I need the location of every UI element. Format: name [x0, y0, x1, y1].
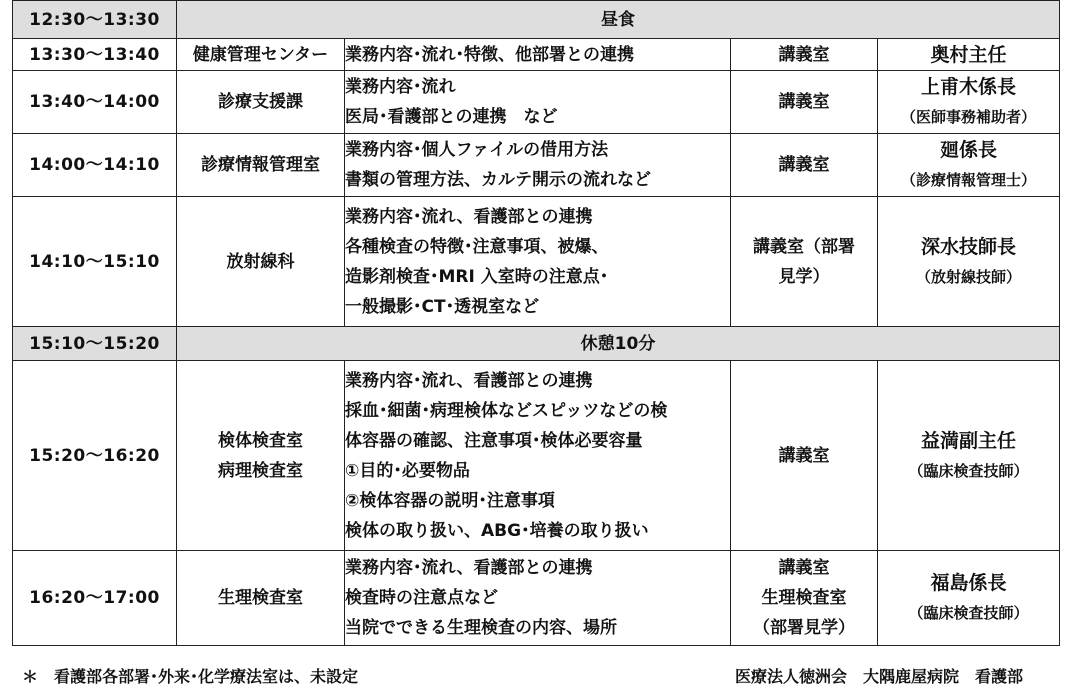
- department-cell: [177, 361, 345, 551]
- content-line: 業務内容･流れ、看護部との連携: [345, 370, 593, 391]
- content-line: 検査時の注意点など: [345, 588, 498, 608]
- lecturer-cell: [878, 551, 1060, 646]
- footer-organization: 医療法人徳洲会 大隅鹿屋病院 看護部: [734, 667, 1023, 686]
- room-line: （部署見学）: [753, 618, 855, 638]
- content-line: 書類の管理方法、カルテ開示の流れなど: [345, 170, 651, 190]
- lecturer-name: 益満副主任: [920, 429, 1016, 452]
- room-line: 生理検査室: [761, 588, 847, 608]
- content-line: 医局･看護部との連携 など: [345, 107, 558, 127]
- time-cell: 14:10〜15:10: [13, 197, 177, 327]
- content-cell: [345, 39, 731, 71]
- content-line: 業務内容･流れ･特徴、他部署との連携: [345, 44, 634, 65]
- department-line: 放射線科: [226, 251, 295, 272]
- lecturer-name: 上甫木係長: [920, 76, 1016, 98]
- content-line: ②検体容器の説明･注意事項: [345, 490, 555, 511]
- room-line: 講義室（部署: [753, 236, 855, 257]
- department-cell: [177, 551, 345, 646]
- table-row: [13, 551, 1060, 646]
- lecturer-role: （放射線技師）: [915, 267, 1021, 286]
- room-line: 講義室: [778, 92, 830, 112]
- content-line: 造影剤検査･MRI 入室時の注意点･: [345, 266, 609, 287]
- content-line: 業務内容･流れ、看護部との連携: [345, 558, 593, 578]
- table-row: [13, 71, 1060, 134]
- footer-note: ＊ 看護部各部署･外来･化学療法室は、未設定: [22, 667, 359, 686]
- room-line: 講義室: [778, 445, 830, 466]
- content-line: 業務内容･流れ、看護部との連携: [345, 206, 593, 227]
- lecturer-role: （医師事務補助者）: [900, 108, 1036, 126]
- room-line: 講義室: [778, 44, 830, 65]
- time-cell: 12:30〜13:30: [13, 1, 177, 39]
- room-line: 講義室: [778, 155, 830, 175]
- content-line: 業務内容･個人ファイルの借用方法: [345, 140, 609, 160]
- table-row: [13, 197, 1060, 327]
- break-row: [13, 327, 1060, 361]
- content-line: 体容器の確認、注意事項･検体必要容量: [345, 430, 643, 451]
- lecturer-name: 廻係長: [939, 139, 997, 161]
- time-cell: 14:00〜14:10: [13, 134, 177, 197]
- department-line: 診療情報管理室: [201, 155, 320, 175]
- lecturer-role: （臨床検査技師）: [908, 461, 1029, 480]
- department-cell: [177, 39, 345, 71]
- time-cell: 13:40〜14:00: [13, 71, 177, 134]
- break-row: [13, 1, 1060, 39]
- content-line: 検体の取り扱い、ABG･培養の取り扱い: [345, 520, 649, 541]
- room-cell: [731, 551, 878, 646]
- content-line: 各種検査の特徴･注意事項、被爆、: [345, 236, 609, 257]
- content-cell: [345, 197, 731, 327]
- lecturer-name: 福島係長: [930, 572, 1007, 594]
- lecturer-cell: [878, 39, 1060, 71]
- lecturer-role: （診療情報管理士）: [900, 171, 1036, 189]
- content-line: 当院でできる生理検査の内容、場所: [345, 618, 617, 638]
- content-cell: [345, 361, 731, 551]
- break-title: 昼食: [177, 1, 1060, 39]
- schedule-body: [13, 1, 1060, 646]
- content-cell: [345, 134, 731, 197]
- lecturer-cell: [878, 197, 1060, 327]
- department-line: 診療支援課: [218, 92, 303, 112]
- lecturer-cell: [878, 134, 1060, 197]
- content-line: 採血･細菌･病理検体などスピッツなどの検: [345, 400, 668, 421]
- content-cell: [345, 551, 731, 646]
- content-line: 一般撮影･CT･透視室など: [345, 296, 540, 317]
- department-line: 検体検査室: [218, 430, 303, 451]
- table-row: [13, 134, 1060, 197]
- table-row: [13, 39, 1060, 71]
- schedule-table: [12, 0, 1060, 646]
- break-title: 休憩10分: [177, 327, 1060, 361]
- room-cell: [731, 361, 878, 551]
- room-cell: [731, 197, 878, 327]
- time-cell: 15:10〜15:20: [13, 327, 177, 361]
- department-cell: [177, 197, 345, 327]
- lecturer-role: （臨床検査技師）: [908, 604, 1029, 622]
- room-cell: [731, 39, 878, 71]
- department-line: 生理検査室: [218, 588, 303, 608]
- room-line: 講義室: [778, 558, 830, 578]
- time-cell: 13:30〜13:40: [13, 39, 177, 71]
- department-line: 健康管理センター: [192, 44, 329, 65]
- department-line: 病理検査室: [218, 460, 303, 481]
- department-cell: [177, 134, 345, 197]
- room-cell: [731, 134, 878, 197]
- lecturer-cell: [878, 71, 1060, 134]
- room-line: 見学）: [778, 266, 830, 287]
- content-line: ①目的･必要物品: [345, 460, 470, 481]
- lecturer-name: 奥村主任: [930, 43, 1007, 66]
- content-cell: [345, 71, 731, 134]
- room-cell: [731, 71, 878, 134]
- time-cell: 15:20〜16:20: [13, 361, 177, 551]
- lecturer-cell: [878, 361, 1060, 551]
- table-row: [13, 361, 1060, 551]
- time-cell: 16:20〜17:00: [13, 551, 177, 646]
- department-cell: [177, 71, 345, 134]
- content-line: 業務内容･流れ: [345, 77, 456, 97]
- lecturer-name: 深水技師長: [920, 235, 1016, 258]
